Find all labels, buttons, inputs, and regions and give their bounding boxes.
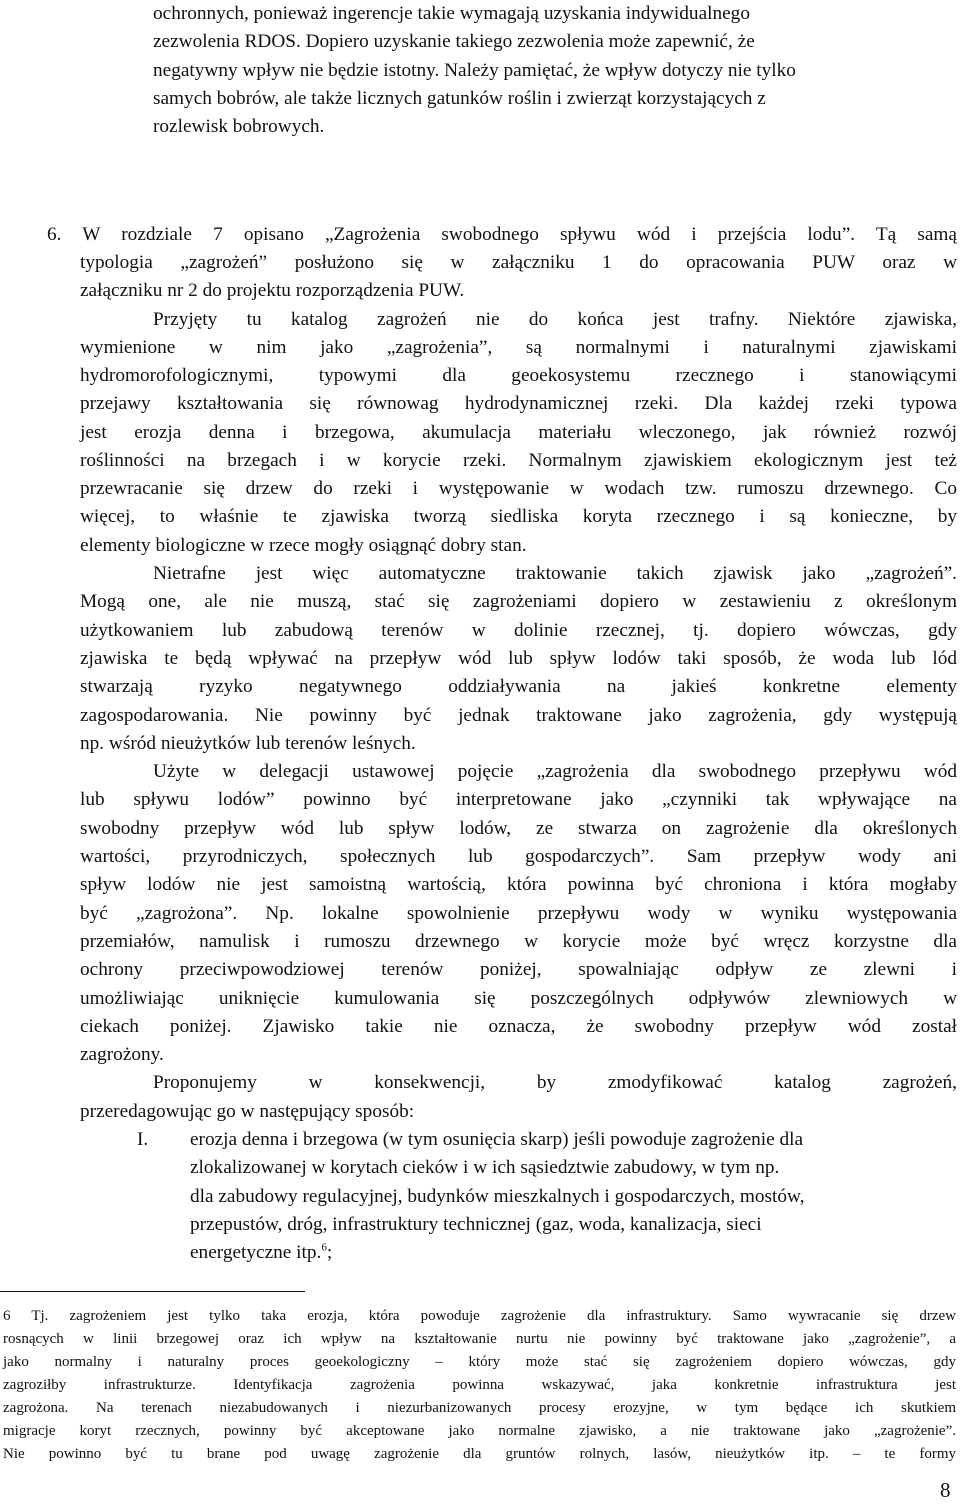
body-line: załączniku nr 2 do projektu rozporządzenia PUW. xyxy=(80,280,465,301)
body-line: zjawiska te będą wpływać na przepływ wód lub spływ lodów taki sposób, że woda lub lód xyxy=(80,648,957,669)
body-line: przeredagowując go w następujący sposób: xyxy=(80,1101,415,1122)
body-line: przemiałów, namulisk i rumoszu drzewnego w korycie może być wręcz korzystne dla xyxy=(80,931,957,952)
body-line: Przyjęty tu katalog zagrożeń nie do końca jest trafny. Niektóre zjawiska, xyxy=(153,309,957,330)
body-line: negatywny wpływ nie będzie istotny. Należy pamiętać, że wpływ dotyczy nie tylko xyxy=(153,60,796,81)
body-line: lub spływu lodów” powinno być interpretowane jako „czynniki tak wpływające na xyxy=(80,789,957,810)
footnote-line: rosnących w linii brzegowej oraz ich wpływ na kształtowanie nurtu nie powinny być traktowane jako „zagrożenie”, a xyxy=(3,1331,956,1347)
body-line: użytkowaniem lub zabudową terenów w dolinie rzecznej, tj. dopiero wówczas, gdy xyxy=(80,620,957,641)
list-item-line: zlokalizowanej w korytach cieków i w ich sąsiedztwie zabudowy, w tym np. xyxy=(190,1157,780,1178)
page-number: 8 xyxy=(940,1478,951,1502)
list-item-text: energetyczne itp. xyxy=(190,1242,322,1263)
list-item-line: dla zabudowy regulacyjnej, budynków mieszkalnych i gospodarczych, mostów, xyxy=(190,1186,805,1207)
footnote-separator xyxy=(0,1291,305,1292)
footnote-line: Nie powinno być tu brane pod uwagę zagrożenie dla gruntów rolnych, lasów, nieużytków itp. – te formy xyxy=(3,1446,956,1462)
body-line: więcej, to właśnie te zjawiska tworzą siedliska koryta rzecznego i są konieczne, by xyxy=(80,506,957,527)
body-line: wymienione w nim jako „zagrożenia”, są normalnymi i naturalnymi zjawiskami xyxy=(80,337,957,358)
body-line: być „zagrożona”. Np. lokalne spowolnienie przepływu wody w wyniku występowania xyxy=(80,903,957,924)
body-line: typologia „zagrożeń” posłużono się w załączniku 1 do opracowania PUW oraz w xyxy=(80,252,957,273)
list-item-line-last xyxy=(190,1239,332,1267)
body-line: ochrony przeciwpowodziowej terenów poniżej, spowalniając odpływ ze zlewni i xyxy=(80,959,957,980)
body-line: zezwolenia RDOS. Dopiero uzyskanie takiego zezwolenia może zapewnić, że xyxy=(153,31,755,52)
body-line: Proponujemy w konsekwencji, by zmodyfikować katalog zagrożeń, xyxy=(153,1072,957,1093)
body-line: rozlewisk bobrowych. xyxy=(153,116,325,137)
body-line: ciekach poniżej. Zjawisko takie nie oznacza, że swobodny przepływ wód został xyxy=(80,1016,957,1037)
list-item-line: przepustów, dróg, infrastruktury technicznej (gaz, woda, kanalizacja, sieci xyxy=(190,1214,762,1235)
list-item-line: erozja denna i brzegowa (w tym osunięcia skarp) jeśli powoduje zagrożenie dla xyxy=(190,1129,804,1150)
footnote-line: zagrożona. Na terenach niezabudowanych i niezurbanizowanych procesy erozyjne, w tym będące ich skutkiem xyxy=(3,1400,956,1416)
footnote-reference[interactable]: 6 xyxy=(321,1241,327,1254)
body-line: roślinności na brzegach i w korycie rzeki. Normalnym zjawiskiem ekologicznym jest też xyxy=(80,450,957,471)
body-line: umożliwiając uniknięcie kumulowania się poszczególnych odpływów zlewniowych w xyxy=(80,988,957,1009)
body-line: Nietrafne jest więc automatyczne traktowanie takich zjawisk jako „zagrożeń”. xyxy=(153,563,957,584)
body-line: samych bobrów, ale także licznych gatunków roślin i zwierząt korzystających z xyxy=(153,88,766,109)
footnote-line: 6 Tj. zagrożeniem jest tylko taka erozja, która powoduje zagrożenie dla infrastruktury. Samo wywracanie się drzew xyxy=(3,1308,956,1324)
footnote-line: zagroziłby infrastrukturze. Identyfikacja zagrożenia powinna wskazywać, jaka konkretnie infrastruktura jest xyxy=(3,1377,956,1393)
body-line: elementy biologiczne w rzece mogły osiągnąć dobry stan. xyxy=(80,535,527,556)
body-line: Mogą one, ale nie muszą, stać się zagrożeniami dopiero w zestawieniu z określonym xyxy=(80,591,957,612)
body-line: wartości, przyrodniczych, społecznych lub gospodarczych”. Sam przepływ wody ani xyxy=(80,846,957,867)
list-item-terminator: ; xyxy=(326,1242,333,1263)
body-line: ochronnych, ponieważ ingerencje takie wymagają uzyskania indywidualnego xyxy=(153,3,750,24)
body-line: Użyte w delegacji ustawowej pojęcie „zagrożenia dla swobodnego przepływu wód xyxy=(153,761,957,782)
body-line: przejawy kształtowania się równowag hydrodynamicznej rzeki. Dla każdej rzeki typowa xyxy=(80,393,957,414)
body-line: przewracanie się drzew do rzeki i występowanie w wodach tzw. rumoszu drzewnego. Co xyxy=(80,478,957,499)
body-line: np. wśród nieużytków lub terenów leśnych. xyxy=(80,733,416,754)
section-6-heading-line: 6. W rozdziale 7 opisano „Zagrożenia swobodnego spływu wód i przejścia lodu”. Tą samą xyxy=(47,224,957,245)
body-line: zagospodarowania. Nie powinny być jednak traktowane jako zagrożenia, gdy występują xyxy=(80,705,957,726)
body-line: zagrożony. xyxy=(80,1044,164,1065)
body-line: hydromorofologicznymi, typowymi dla geoekosystemu rzecznego i stanowiącymi xyxy=(80,365,957,386)
body-line: jest erozja denna i brzegowa, akumulacja materiału wleczonego, jak również rozwój xyxy=(80,422,957,443)
body-line: spływ lodów nie jest samoistną wartością, która powinna być chroniona i która mogłaby xyxy=(80,874,957,895)
body-line: stwarzają ryzyko negatywnego oddziaływania na jakieś konkretne elementy xyxy=(80,676,957,697)
footnote-line: jako normalny i naturalny proces geoekologiczny – który może stać się zagrożeniem dopiero wówczas, gdy xyxy=(3,1354,956,1370)
body-line: swobodny przepływ wód lub spływ lodów, ze stwarza on zagrożenie dla określonych xyxy=(80,818,957,839)
footnote-line: migracje koryt rzecznych, powinny być akceptowane jako normalne zjawisko, a nie traktowane jako „zagrożenie”. xyxy=(3,1423,956,1439)
list-item-marker: I. xyxy=(137,1129,149,1150)
